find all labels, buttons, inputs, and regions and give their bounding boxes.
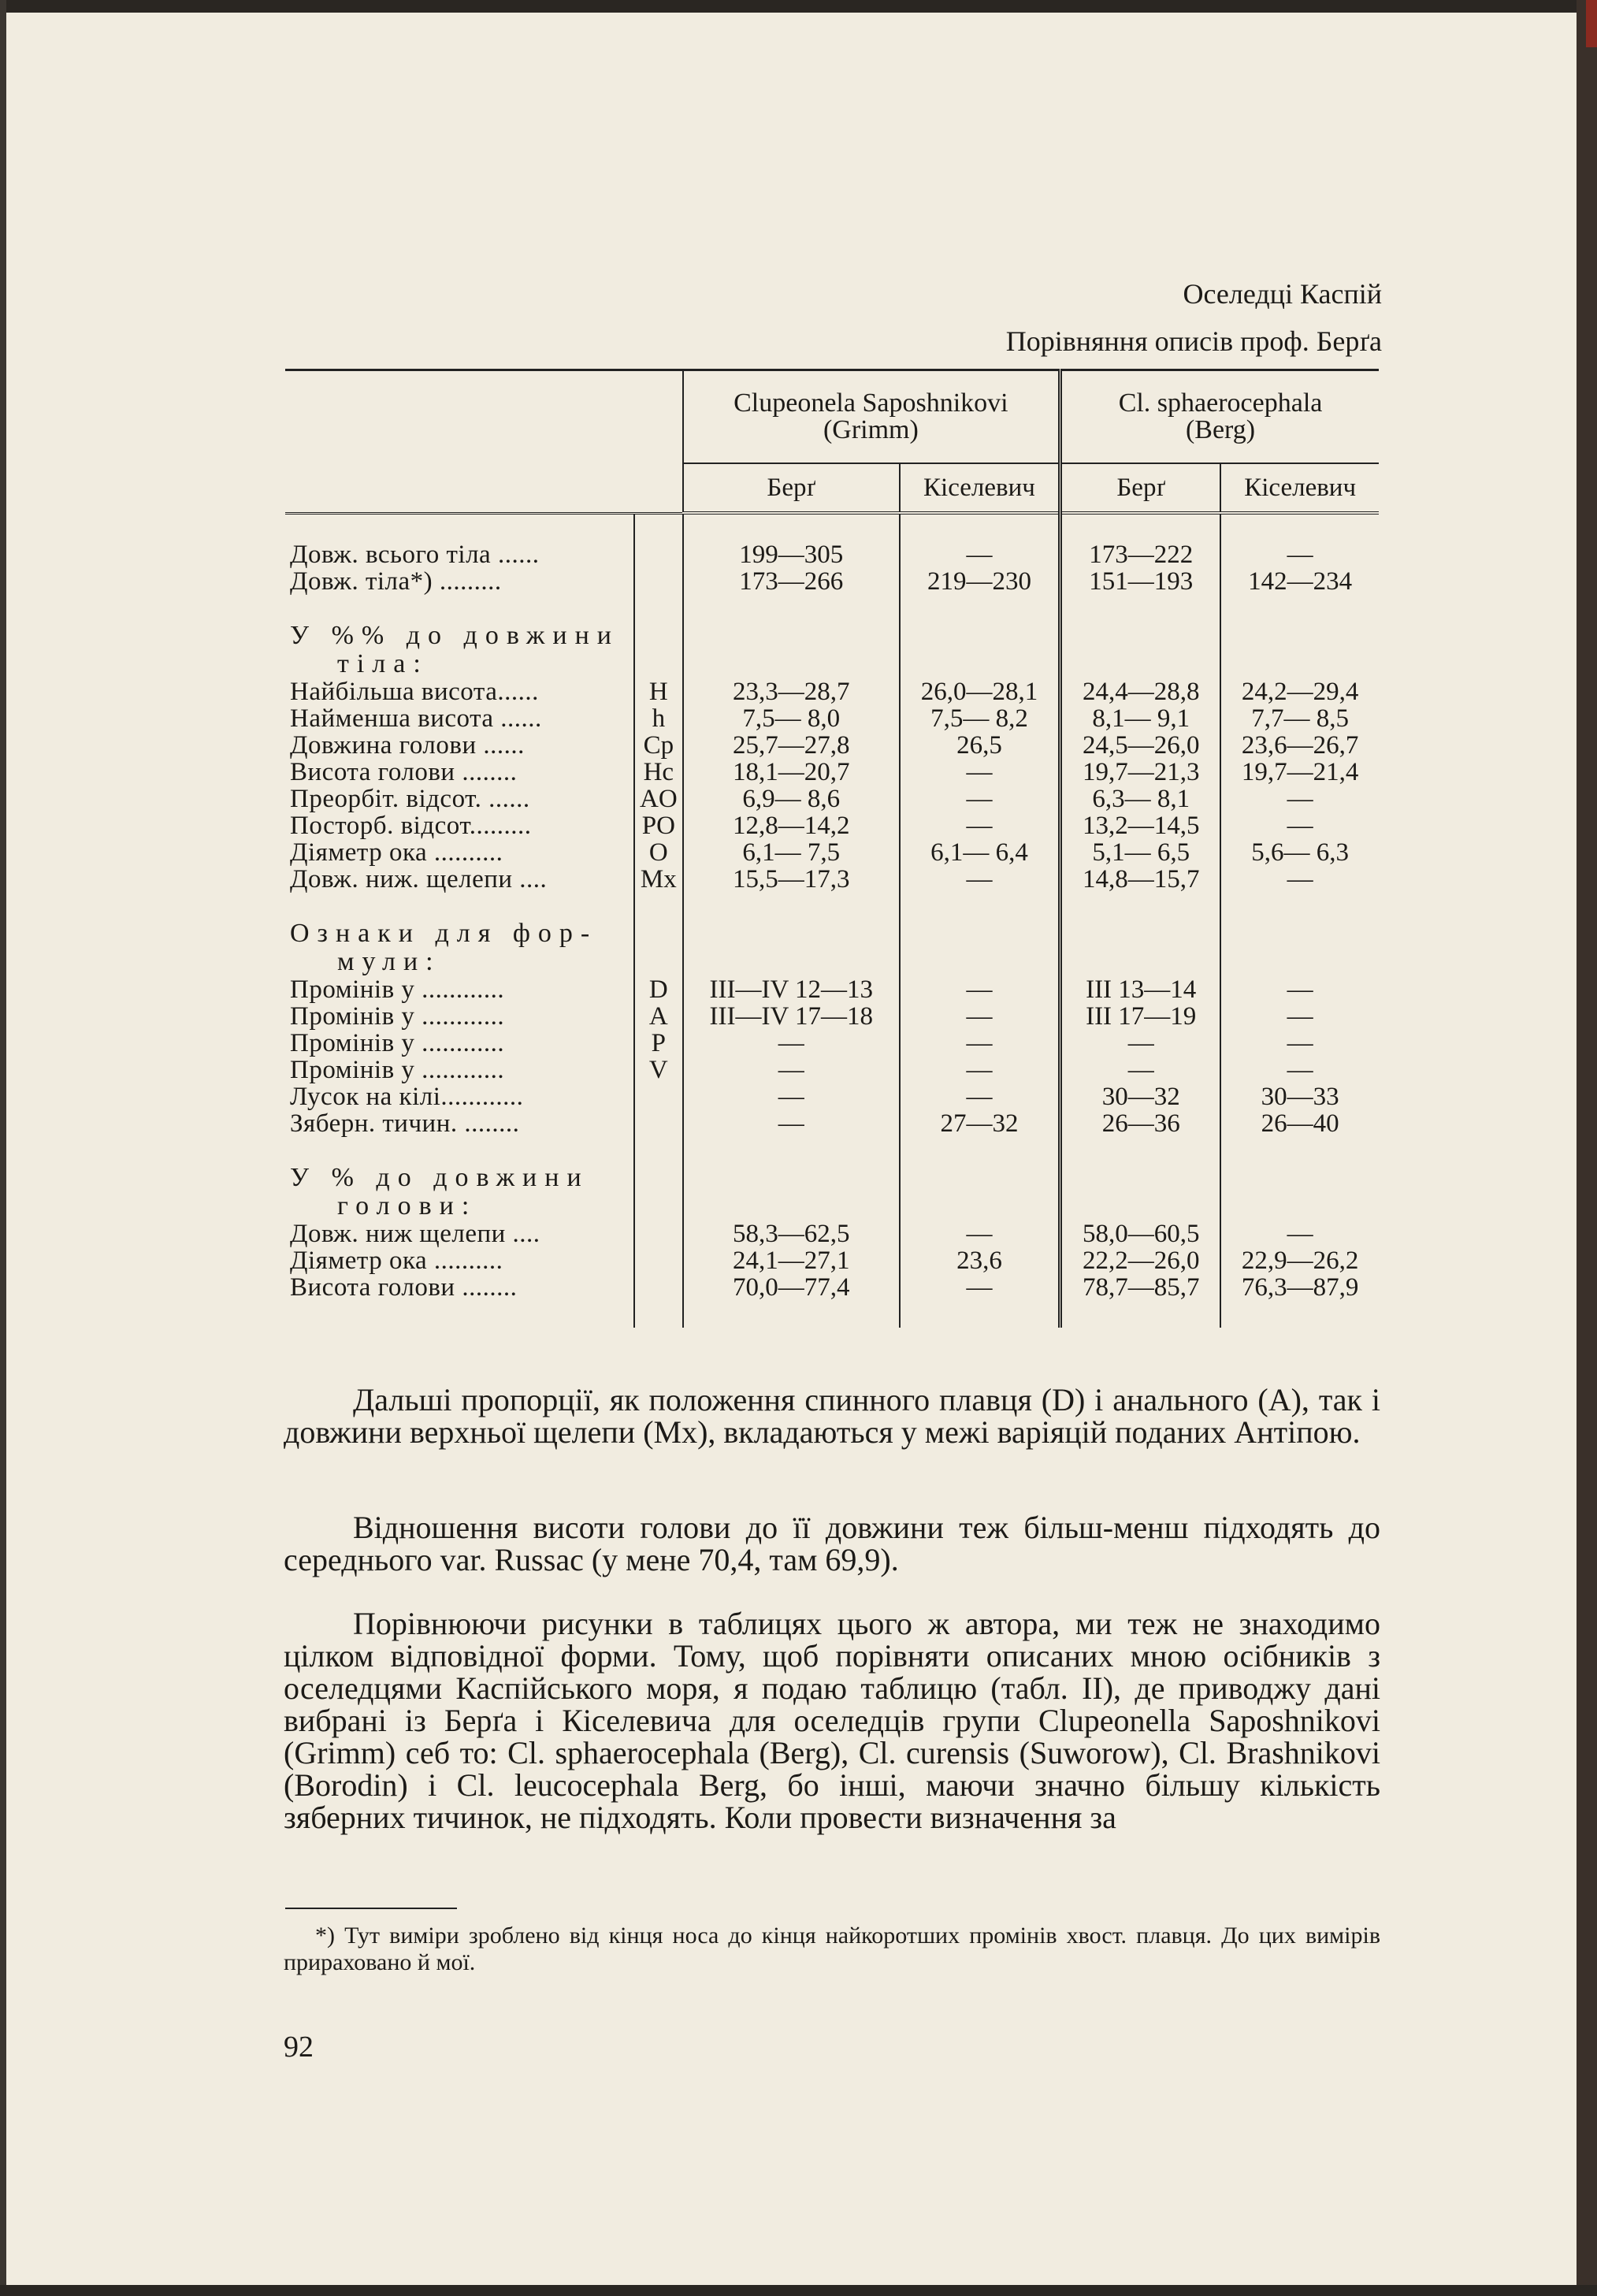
cell: 12,8—14,2 bbox=[683, 812, 900, 839]
row-label: Посторб. відсот......... bbox=[290, 812, 532, 840]
cell: — bbox=[1220, 976, 1379, 1003]
table-row bbox=[285, 1030, 1379, 1057]
group-title: Cl. sphaerocephala bbox=[1118, 388, 1323, 418]
cell: 25,7—27,8 bbox=[683, 732, 900, 759]
cell: 18,1—20,7 bbox=[683, 759, 900, 786]
cell: — bbox=[900, 1274, 1060, 1301]
section-heading-line1: Ознаки для фор- bbox=[290, 919, 598, 948]
scan-border-left bbox=[0, 0, 6, 2296]
cell: — bbox=[683, 1083, 900, 1110]
table-row bbox=[285, 759, 1379, 786]
row-label: Найменша висота ...... bbox=[290, 704, 542, 733]
row-symbol bbox=[634, 541, 683, 568]
cell: 22,2—26,0 bbox=[1060, 1247, 1221, 1274]
cell: III—IV 12—13 bbox=[683, 976, 900, 1003]
cell: — bbox=[900, 812, 1060, 839]
paragraph-text: Порівнюючи рисунки в таблицях цього ж автора, ми теж не знаходимо цілком відповідної форми. Тому, щоб порівняти описаних мною осібників з оселедцями Каспійського моря, я подаю таблицю (табл. II), де приводжу дані вибрані із Берґа і Кіселевича для оселедців групи Clupeonella Saposhnikovi (Grimm) себ то: Cl. sphaerocephala (Berg), Cl. curensis (Suworow), Cl. Brashnikovi (Borodin) і Cl. leucocephala Berg, бо інші, маючи значно більшу кількість зяберних тичинок, не підходять. Коли провести визначення за bbox=[284, 1606, 1380, 1835]
table-row bbox=[285, 976, 1379, 1003]
row-symbol: P bbox=[634, 1030, 683, 1057]
table-row bbox=[285, 568, 1379, 595]
cell: — bbox=[1220, 1057, 1379, 1083]
group-title: Clupeonela Saposhnikovi bbox=[734, 388, 1008, 418]
cell: — bbox=[900, 1003, 1060, 1030]
row-symbol bbox=[634, 1220, 683, 1247]
cell: — bbox=[900, 1220, 1060, 1247]
row-symbol: Cp bbox=[634, 732, 683, 759]
section-heading-line1: У % до довжини bbox=[290, 1163, 589, 1192]
table-row bbox=[285, 705, 1379, 732]
paragraph bbox=[284, 1607, 1380, 1833]
cell: 26—36 bbox=[1060, 1110, 1221, 1137]
cell: 7,5— 8,0 bbox=[683, 705, 900, 732]
cell: — bbox=[900, 759, 1060, 786]
row-symbol: Hc bbox=[634, 759, 683, 786]
row-label: Промінів у ............ bbox=[290, 975, 505, 1004]
row-label: Висота голови ........ bbox=[290, 1273, 518, 1302]
cell: — bbox=[1220, 786, 1379, 812]
cell: 151—193 bbox=[1060, 568, 1221, 595]
table-row bbox=[285, 732, 1379, 759]
cell: — bbox=[900, 976, 1060, 1003]
cell: — bbox=[683, 1110, 900, 1137]
cell: 6,1— 6,4 bbox=[900, 839, 1060, 866]
group-header bbox=[1060, 370, 1379, 464]
row-label: Довж. всього тіла ...... bbox=[290, 541, 540, 569]
scan-border-bottom bbox=[0, 2285, 1597, 2296]
row-symbol: H bbox=[634, 678, 683, 705]
row-symbol: D bbox=[634, 976, 683, 1003]
cell: — bbox=[1220, 1220, 1379, 1247]
column-header: Кіселевич bbox=[1220, 463, 1379, 513]
running-header: Оселедці Каспій bbox=[1183, 278, 1382, 310]
cell: 30—32 bbox=[1060, 1083, 1221, 1110]
cell: 14,8—15,7 bbox=[1060, 866, 1221, 893]
cell: 78,7—85,7 bbox=[1060, 1274, 1221, 1301]
cell: 5,1— 6,5 bbox=[1060, 839, 1221, 866]
cell: 5,6— 6,3 bbox=[1220, 839, 1379, 866]
paragraph bbox=[284, 1511, 1380, 1576]
cell: — bbox=[1060, 1057, 1221, 1083]
cell: 13,2—14,5 bbox=[1060, 812, 1221, 839]
row-symbol: h bbox=[634, 705, 683, 732]
cell: III 13—14 bbox=[1060, 976, 1221, 1003]
cell: 15,5—17,3 bbox=[683, 866, 900, 893]
cell: 19,7—21,3 bbox=[1060, 759, 1221, 786]
paragraph bbox=[284, 1384, 1380, 1448]
paragraph-text: Дальші пропорції, як положення спинного плавця (D) і анального (A), так і довжини верхньої щелепи (Mx), вкладаються у межі варіяцій поданих Антіпою. bbox=[284, 1382, 1380, 1450]
cell: — bbox=[1220, 1030, 1379, 1057]
table-row bbox=[285, 1003, 1379, 1030]
cell: 173—222 bbox=[1060, 541, 1221, 568]
table-row bbox=[285, 786, 1379, 812]
cell: 6,1— 7,5 bbox=[683, 839, 900, 866]
page-number: 92 bbox=[284, 2030, 314, 2064]
row-label: Найбільша висота...... bbox=[290, 678, 539, 706]
cell: — bbox=[1220, 866, 1379, 893]
cell: 23,3—28,7 bbox=[683, 678, 900, 705]
cell: 7,5— 8,2 bbox=[900, 705, 1060, 732]
cell: — bbox=[900, 1057, 1060, 1083]
row-symbol: V bbox=[634, 1057, 683, 1083]
table-row bbox=[285, 1220, 1379, 1247]
cell: 27—32 bbox=[900, 1110, 1060, 1137]
cell: 30—33 bbox=[1220, 1083, 1379, 1110]
cell: — bbox=[900, 866, 1060, 893]
column-header: Берґ bbox=[683, 463, 900, 513]
column-header: Кіселевич bbox=[900, 463, 1060, 513]
paragraph-text: Відношення висоти голови до її довжини теж більш-менш підходять до середнього var. Russac (у мене 70,4, там 69,9). bbox=[284, 1510, 1380, 1577]
cell: 70,0—77,4 bbox=[683, 1274, 900, 1301]
row-label: Промінів у ............ bbox=[290, 1029, 505, 1057]
cell: — bbox=[900, 541, 1060, 568]
group-author: (Berg) bbox=[1185, 415, 1256, 444]
cell: 173—266 bbox=[683, 568, 900, 595]
cell: 24,4—28,8 bbox=[1060, 678, 1221, 705]
table-row bbox=[285, 839, 1379, 866]
row-label: Зяберн. тичин. ........ bbox=[290, 1109, 520, 1138]
footnote-rule bbox=[285, 1908, 457, 1909]
cell: 76,3—87,9 bbox=[1220, 1274, 1379, 1301]
table-row bbox=[285, 866, 1379, 893]
row-symbol: AO bbox=[634, 786, 683, 812]
row-symbol bbox=[634, 1274, 683, 1301]
cell: — bbox=[683, 1057, 900, 1083]
section-heading bbox=[285, 1164, 634, 1220]
group-header bbox=[683, 370, 1060, 464]
cell: 26,0—28,1 bbox=[900, 678, 1060, 705]
cell: — bbox=[900, 1083, 1060, 1110]
table-row bbox=[285, 678, 1379, 705]
cell: 199—305 bbox=[683, 541, 900, 568]
row-label: Довж. ниж щелепи .... bbox=[290, 1220, 540, 1248]
scan-bookmark-accent bbox=[1586, 0, 1597, 47]
cell: — bbox=[683, 1030, 900, 1057]
row-symbol bbox=[634, 1110, 683, 1137]
cell: 24,1—27,1 bbox=[683, 1247, 900, 1274]
cell: — bbox=[1220, 812, 1379, 839]
row-label: Довж. ниж. щелепи .... bbox=[290, 865, 548, 894]
column-header: Берґ bbox=[1060, 463, 1221, 513]
row-label: Промінів у ............ bbox=[290, 1056, 505, 1084]
cell: — bbox=[1060, 1030, 1221, 1057]
row-label: Промінів у ............ bbox=[290, 1002, 505, 1031]
table-row bbox=[285, 1057, 1379, 1083]
table-row bbox=[285, 1247, 1379, 1274]
footnote bbox=[284, 1923, 1380, 1976]
cell: 26—40 bbox=[1220, 1110, 1379, 1137]
cell: III 17—19 bbox=[1060, 1003, 1221, 1030]
comparison-table bbox=[285, 369, 1379, 1328]
table-row bbox=[285, 1274, 1379, 1301]
row-label: Преорбіт. відсот. ...... bbox=[290, 785, 530, 813]
row-label: Діяметр ока .......... bbox=[290, 838, 503, 867]
table-row bbox=[285, 812, 1379, 839]
section-heading-line2: тіла: bbox=[337, 649, 429, 678]
cell: 8,1— 9,1 bbox=[1060, 705, 1221, 732]
row-label: Лусок на кілі............ bbox=[290, 1083, 524, 1111]
row-symbol bbox=[634, 1083, 683, 1110]
row-symbol: A bbox=[634, 1003, 683, 1030]
group-author: (Grimm) bbox=[823, 415, 919, 444]
cell: — bbox=[900, 786, 1060, 812]
table-corner bbox=[285, 370, 683, 514]
cell: 7,7— 8,5 bbox=[1220, 705, 1379, 732]
cell: — bbox=[1220, 541, 1379, 568]
table-row bbox=[285, 1110, 1379, 1137]
row-label: Діяметр ока .......... bbox=[290, 1246, 503, 1275]
cell: 6,9— 8,6 bbox=[683, 786, 900, 812]
cell: 26,5 bbox=[900, 732, 1060, 759]
row-label: Висота голови ........ bbox=[290, 758, 518, 786]
table-row bbox=[285, 1083, 1379, 1110]
cell: 23,6 bbox=[900, 1247, 1060, 1274]
section-heading-line2: мули: bbox=[337, 947, 441, 976]
cell: — bbox=[900, 1030, 1060, 1057]
row-symbol bbox=[634, 1247, 683, 1274]
cell: III—IV 17—18 bbox=[683, 1003, 900, 1030]
cell: 6,3— 8,1 bbox=[1060, 786, 1221, 812]
row-label: Довж. тіла*) ......... bbox=[290, 567, 502, 596]
row-label: Довжина голови ...... bbox=[290, 731, 525, 760]
scan-border-top bbox=[0, 0, 1597, 13]
cell: 142—234 bbox=[1220, 568, 1379, 595]
cell: 22,9—26,2 bbox=[1220, 1247, 1379, 1274]
cell: — bbox=[1220, 1003, 1379, 1030]
section-heading bbox=[285, 622, 634, 678]
cell: 19,7—21,4 bbox=[1220, 759, 1379, 786]
row-symbol: O bbox=[634, 839, 683, 866]
row-symbol: PO bbox=[634, 812, 683, 839]
cell: 58,0—60,5 bbox=[1060, 1220, 1221, 1247]
scan-border-right bbox=[1577, 0, 1597, 2296]
section-heading bbox=[285, 920, 634, 976]
cell: 58,3—62,5 bbox=[683, 1220, 900, 1247]
table-caption: Порівняння описів проф. Берґа bbox=[1005, 325, 1382, 357]
cell: 219—230 bbox=[900, 568, 1060, 595]
table-row bbox=[285, 541, 1379, 568]
footnote-text: *) Тут виміри зроблено від кінця носа до кінця найкоротших промінів хвост. плавця. До цих вимірів прираховано й мої. bbox=[284, 1923, 1380, 1975]
row-symbol: Mx bbox=[634, 866, 683, 893]
section-heading-line1: У %% до довжини bbox=[290, 621, 619, 650]
row-symbol bbox=[634, 568, 683, 595]
cell: 24,2—29,4 bbox=[1220, 678, 1379, 705]
section-heading-line2: голови: bbox=[337, 1191, 477, 1220]
cell: 24,5—26,0 bbox=[1060, 732, 1221, 759]
cell: 23,6—26,7 bbox=[1220, 732, 1379, 759]
